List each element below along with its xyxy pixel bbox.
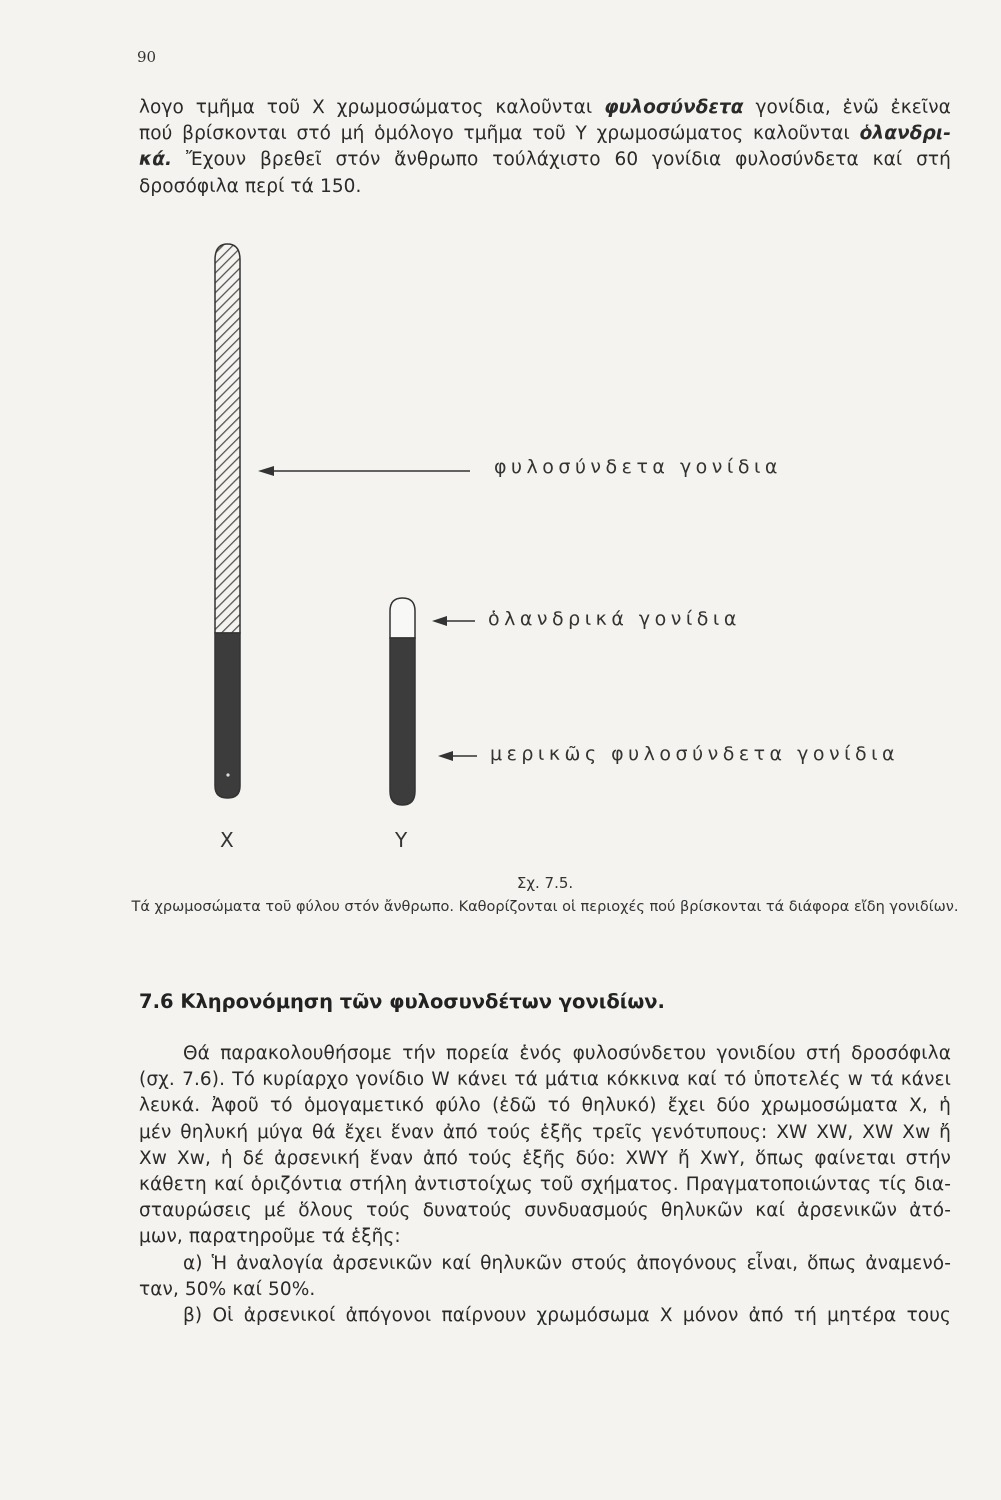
intro-paragraph <box>139 95 951 200</box>
x-solid-region <box>215 633 240 798</box>
x-hatched-region <box>215 244 240 633</box>
arrow-sexlinked <box>258 466 470 476</box>
figure-caption: Τά χρωμοσώματα τοῦ φύλου στόν ἄνθρωπο. Καθορίζονται οἱ περιοχές πού βρίσκονται τά διάφορα εἴδη γονιδίων. <box>131 899 959 915</box>
y-white-region <box>390 598 415 638</box>
intro-line-1: λογο τμῆμα τοῦ Χ χρωμοσώματος καλοῦνται φυλοσύνδετα γονίδια, ἐνῶ ἐκεῖνα <box>139 97 951 118</box>
label-sexlinked-genes: φυλοσύνδετα γονίδια <box>494 456 782 478</box>
body-item-b: β) Οἱ ἀρσενικοί ἀπόγονοι παίρνουν χρωμόσωμα Χ μόνον ἀπό τή μητέρα τους <box>183 1305 951 1327</box>
y-solid-region <box>390 638 415 805</box>
body-item-a: α) Ἡ ἀναλογία ἀρσενικῶν καί θηλυκῶν στούς ἀπογόνους εἶναι, ὅπως ἀναμενό- <box>183 1252 951 1274</box>
y-chromosome <box>390 598 415 805</box>
term-holandric-end: κά. <box>139 149 173 171</box>
body-line: κάθετη καί ὁριζόντια στήλη ἀντιστοίχως τοῦ σχήματος. Πραγματοποιώντας τίς δια- <box>139 1174 951 1196</box>
intro-line-2: πού βρίσκονται στό μή ὁμόλογο τμῆμα τοῦ Υ χρωμοσώματος καλοῦνται ὁλανδρι- <box>139 123 951 145</box>
arrow-holandric <box>432 616 475 626</box>
body-line: σταυρώσεις μέ ὅλους τούς δυνατούς συνδυασμούς θηλυκῶν καί ἀρσενικῶν ἀτό- <box>139 1200 951 1222</box>
x-chromosome <box>215 244 240 798</box>
label-partial-sexlinked-genes: μερικῶς φυλοσύνδετα γονίδια <box>490 743 900 765</box>
body-line: ταν, 50% καί 50%. <box>139 1278 316 1300</box>
body-line: Xw Xw, ἡ δέ ἀρσενική ἕναν ἀπό τούς ἑξῆς δύο: XWY ἤ XwY, ὅπως φαίνεται στήν <box>139 1147 951 1169</box>
x-chromosome-label: X <box>220 828 234 852</box>
arrow-partial <box>438 751 477 761</box>
intro-line-4: δροσόφιλα περί τά 150. <box>139 175 362 197</box>
label-holandric-genes: ὁλανδρικά γονίδια <box>488 608 741 630</box>
body-line: μέν θηλυκή μύγα θά ἔχει ἕναν ἀπό τούς ἑξῆς τρεῖς γενότυπους: XW XW, XW Xw ἤ <box>139 1121 951 1143</box>
chromosome-diagram <box>180 238 900 858</box>
body-line: (σχ. 7.6). Τό κυρίαρχο γονίδιο W κάνει τά μάτια κόκκινα καί τό ὑποτελές w τά κάνει <box>139 1069 951 1091</box>
x-centromere-dot <box>226 773 229 776</box>
term-holandric: ὁλανδρι- <box>859 123 951 145</box>
page-number: 90 <box>137 48 157 66</box>
sex-chromosomes-figure <box>180 238 900 858</box>
term-sexlinked: φυλοσύνδετα <box>604 97 744 118</box>
body-line: λευκά. Ἀφοῦ τό ὁμογαμετικό φύλο (ἐδῶ τό θηλυκό) ἔχει δύο χρωμοσώματα Χ, ἡ <box>139 1095 951 1117</box>
body-line: μων, παρατηροῦμε τά ἑξῆς: <box>139 1226 401 1248</box>
intro-line-3: κά. Ἔχουν βρεθεῖ στόν ἄνθρωπο τούλάχιστο 60 γονίδια φυλοσύνδετα καί στή <box>139 149 951 171</box>
section-title: 7.6 Κληρονόμηση τῶν φυλοσυνδέτων γονιδίων. <box>139 990 665 1013</box>
body-line: Θά παρακολουθήσομε τήν πορεία ἑνός φυλοσύνδετου γονιδίου στή δροσόφιλα <box>183 1043 951 1064</box>
y-chromosome-label: Y <box>395 828 408 852</box>
figure-number: Σχ. 7.5. <box>516 874 574 892</box>
body-paragraph <box>139 1041 951 1329</box>
